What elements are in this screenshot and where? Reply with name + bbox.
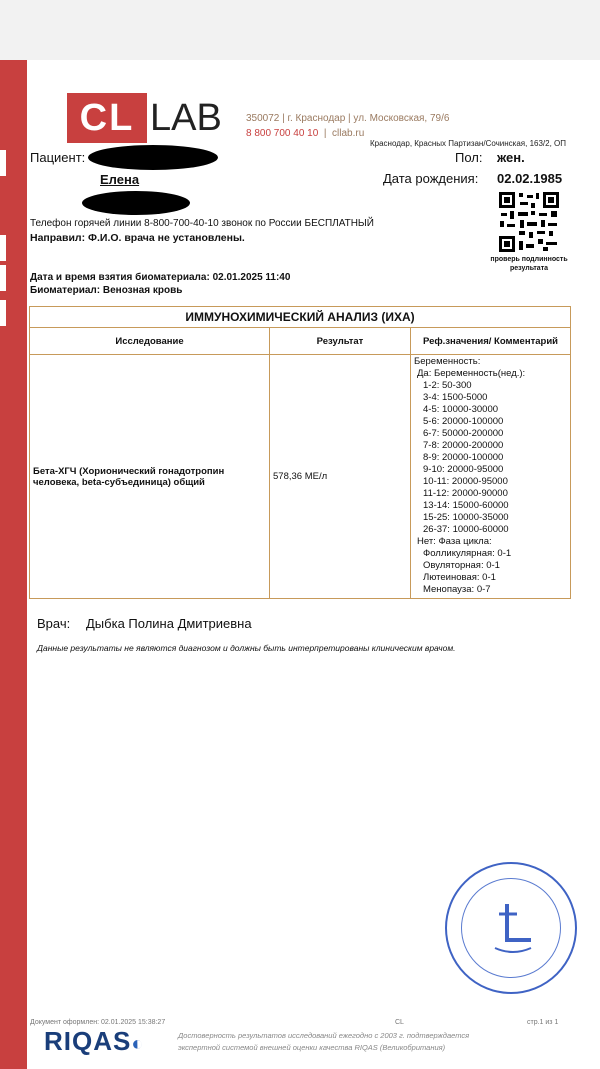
biomaterial: Биоматериал: Венозная кровь	[30, 285, 183, 296]
lab-seal-stamp	[445, 862, 577, 994]
reference-line: 26-37: 10000-60000	[423, 524, 509, 535]
reference-line: 4-5: 10000-30000	[423, 404, 499, 415]
left-color-strip	[0, 60, 27, 1069]
reference-line: 15-25: 10000-35000	[423, 512, 509, 523]
lab-postal-address: 350072 | г. Краснодар | ул. Московская, 79/6	[246, 113, 450, 124]
test-result: 578,36 МЕ/л	[270, 355, 411, 599]
reference-line: 9-10: 20000-95000	[423, 464, 504, 475]
table-title: ИММУНОХИМИЧЕСКИЙ АНАЛИЗ (ИХА)	[30, 307, 571, 328]
lab-logo-text: LAB	[150, 97, 222, 139]
results-table	[29, 306, 571, 599]
strip-mark	[0, 150, 6, 176]
qr-caption: проверь подлинность результата	[490, 256, 568, 272]
reference-line: Овуляторная: 0-1	[423, 560, 500, 571]
reference-line: 3-4: 1500-5000	[423, 392, 488, 403]
reference-line: 11-12: 20000-90000	[423, 488, 508, 499]
strip-mark	[0, 300, 6, 326]
reference-line: 6-7: 50000-200000	[423, 428, 504, 439]
patient-sex: жен.	[497, 150, 525, 165]
column-header-reference: Реф.значения/ Комментарий	[411, 328, 571, 355]
reference-line: Беременность:	[414, 356, 481, 367]
column-header-test: Исследование	[30, 328, 270, 355]
patient-dob: 02.02.1985	[497, 171, 563, 186]
dob-label: Дата рождения:	[383, 171, 479, 186]
redaction-blot	[82, 191, 190, 215]
reference-line: 13-14: 15000-60000	[423, 500, 509, 511]
table-title-row	[30, 307, 571, 328]
reference-values	[411, 355, 571, 599]
riqas-statement-1: Достоверность результатов исследований ежегодно с 2003 г. подтверждается	[178, 1031, 470, 1040]
table-header-row	[30, 328, 571, 355]
reference-line: Фолликулярная: 0-1	[423, 548, 512, 559]
lab-logo-mark: CL	[67, 93, 147, 143]
sex-label: Пол:	[455, 150, 483, 165]
viewer-top-bar	[0, 0, 600, 60]
doctor-name: Дыбка Полина Дмитриевна	[86, 616, 252, 631]
column-header-result: Результат	[270, 328, 411, 355]
patient-label: Пациент:	[30, 150, 86, 165]
reference-line: Нет: Фаза цикла:	[417, 536, 492, 547]
hotline-text: Телефон горячей линии 8-800-700-40-10 звонок по России БЕСПЛАТНЫЙ	[30, 218, 374, 229]
footer-page-number: стр.1 из 1	[527, 1019, 559, 1026]
reference-list	[414, 356, 567, 596]
reference-line: 5-6: 20000-100000	[423, 416, 504, 427]
footer-document-date: Документ оформлен: 02.01.2025 15:38:27	[30, 1019, 166, 1026]
lab-phone: 8 800 700 40 10	[246, 128, 319, 139]
reference-line: 7-8: 20000-200000	[423, 440, 504, 451]
reference-line: 10-11: 20000-95000	[423, 476, 508, 487]
referring-doctor: Направил: Ф.И.О. врача не установлены.	[30, 232, 245, 244]
strip-mark	[0, 235, 6, 261]
reference-line: Да: Беременность(нед.):	[417, 368, 526, 379]
riqas-statement-2: экспертной системой внешней оценки качества RIQAS (Великобритания)	[178, 1043, 446, 1052]
lab-website[interactable]: cllab.ru	[332, 128, 365, 139]
redaction-blot	[88, 145, 218, 170]
test-name: Бета-ХГЧ (Хорионический гонадотропин человека, beta-субъединица) общий	[30, 355, 270, 599]
lab-branch-address: Краснодар, Красных Партизан/Сочинская, 163/2, ОП	[370, 139, 567, 148]
sample-datetime: Дата и время взятия биоматериала: 02.01.2025 11:40	[30, 272, 291, 283]
doctor-label: Врач:	[37, 616, 71, 631]
reference-line: Менопауза: 0-7	[423, 584, 491, 595]
lab-contacts: 8 800 700 40 10 | cllab.ru	[246, 128, 365, 139]
verification-qr-code[interactable]	[498, 191, 560, 253]
disclaimer: Данные результаты не являются диагнозом и должны быть интерпретированы клиническим врачом.	[37, 643, 456, 653]
reference-line: 8-9: 20000-100000	[423, 452, 504, 463]
seal-emblem-icon	[487, 900, 539, 956]
reference-line: Лютеиновая: 0-1	[423, 572, 496, 583]
patient-first-name: Елена	[100, 172, 140, 187]
strip-mark	[0, 265, 6, 291]
table-row	[30, 355, 571, 599]
reference-line: 1-2: 50-300	[423, 380, 472, 391]
riqas-logo: RIQAS◐	[44, 1026, 145, 1056]
footer-code: CL	[395, 1019, 404, 1026]
